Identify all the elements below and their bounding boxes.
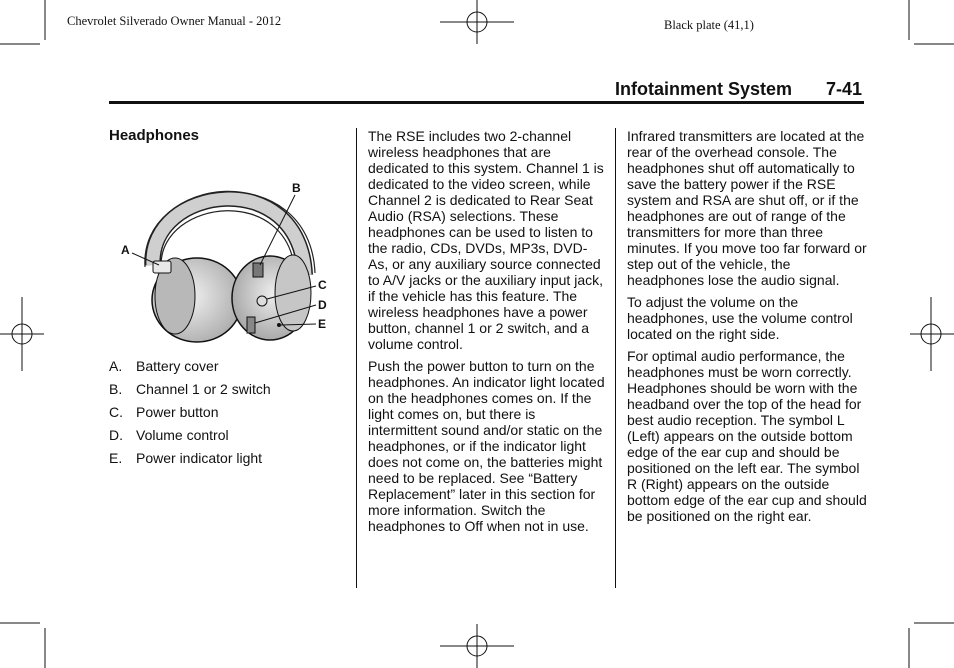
legend-text: Power button <box>136 404 219 420</box>
power-indicator-light <box>277 323 281 327</box>
legend-key: B. <box>109 381 123 397</box>
plate-left-label: Chevrolet Silverado Owner Manual - 2012 <box>67 14 282 28</box>
section-title: Infotainment System <box>615 79 793 99</box>
column-3 <box>627 128 867 530</box>
paragraph: For optimal audio performance, the headphones must be worn correctly. Headphones should be worn with the headband over the top of the head for best audio reception. The symbol L (Left) appears on the outside bottom edge of the ear cup and should be positioned on the left ear. The symbol R (Right) appears on the outside bottom edge of the ear cup and should be positioned on the right ear. <box>627 348 867 524</box>
legend-key: D. <box>109 427 123 443</box>
headphones-legend <box>109 358 349 473</box>
column-divider-1 <box>356 128 357 588</box>
legend-text: Channel 1 or 2 switch <box>136 381 271 397</box>
callout-e: E <box>318 317 327 331</box>
page-number: 7-41 <box>826 79 863 99</box>
volume-control <box>247 317 255 333</box>
callout-d: D <box>318 298 327 312</box>
headphones-heading: Headphones <box>109 127 200 144</box>
legend-item <box>109 404 349 427</box>
headphones-illustration <box>115 165 345 365</box>
channel-switch <box>253 263 263 277</box>
legend-item <box>109 427 349 450</box>
legend-key: A. <box>109 358 123 374</box>
legend-item <box>109 450 349 473</box>
column-divider-2 <box>615 128 616 588</box>
legend-key: E. <box>109 450 123 466</box>
legend-key: C. <box>109 404 123 420</box>
header-rule <box>109 101 864 104</box>
legend-text: Battery cover <box>136 358 219 374</box>
plate-right-label: Black plate (41,1) <box>664 18 754 32</box>
paragraph: The RSE includes two 2-channel wireless headphones that are dedicated to this system. Channel 1 is dedicated to the video screen, while Channel 2 is dedicated to Rear Seat Audio (RSA) selections. These headphones can be used to listen to the radio, CDs, DVDs, MP3s, DVD-As, or any auxiliary source connected to A/V jacks or the auxiliary input jack, if the vehicle has this feature. The wireless headphones have a power button, channel 1 or 2 switch, and a volume control. <box>368 128 604 352</box>
legend-text: Volume control <box>136 427 229 443</box>
callout-c: C <box>318 278 327 292</box>
column-2 <box>368 128 606 540</box>
callout-b: B <box>292 181 301 195</box>
legend-text: Power indicator light <box>136 450 263 466</box>
legend-item <box>109 381 349 404</box>
callout-a: A <box>121 243 130 257</box>
paragraph: To adjust the volume on the headphones, use the volume control located on the right side. <box>627 294 853 342</box>
legend-item <box>109 358 349 381</box>
paragraph: Infrared transmitters are located at the rear of the overhead console. The headphones shut off automatically to save the battery power if the RSE system and RSA are shut off, or if the headphones are out of range of the transmitters for more than three minutes. If you move too far forward or step out of the vehicle, the headphones lose the audio signal. <box>627 128 867 288</box>
battery-cover <box>153 261 171 273</box>
paragraph: Push the power button to turn on the headphones. An indicator light located on the headphones comes on. If the light comes on, but there is intermittent sound and/or static on the headphones, or if the indicator light does not come on, the batteries might need to be replaced. See “Battery Replacement” later in this section for more information. Switch the headphones to Off when not in use. <box>368 358 605 534</box>
power-button <box>257 296 267 306</box>
